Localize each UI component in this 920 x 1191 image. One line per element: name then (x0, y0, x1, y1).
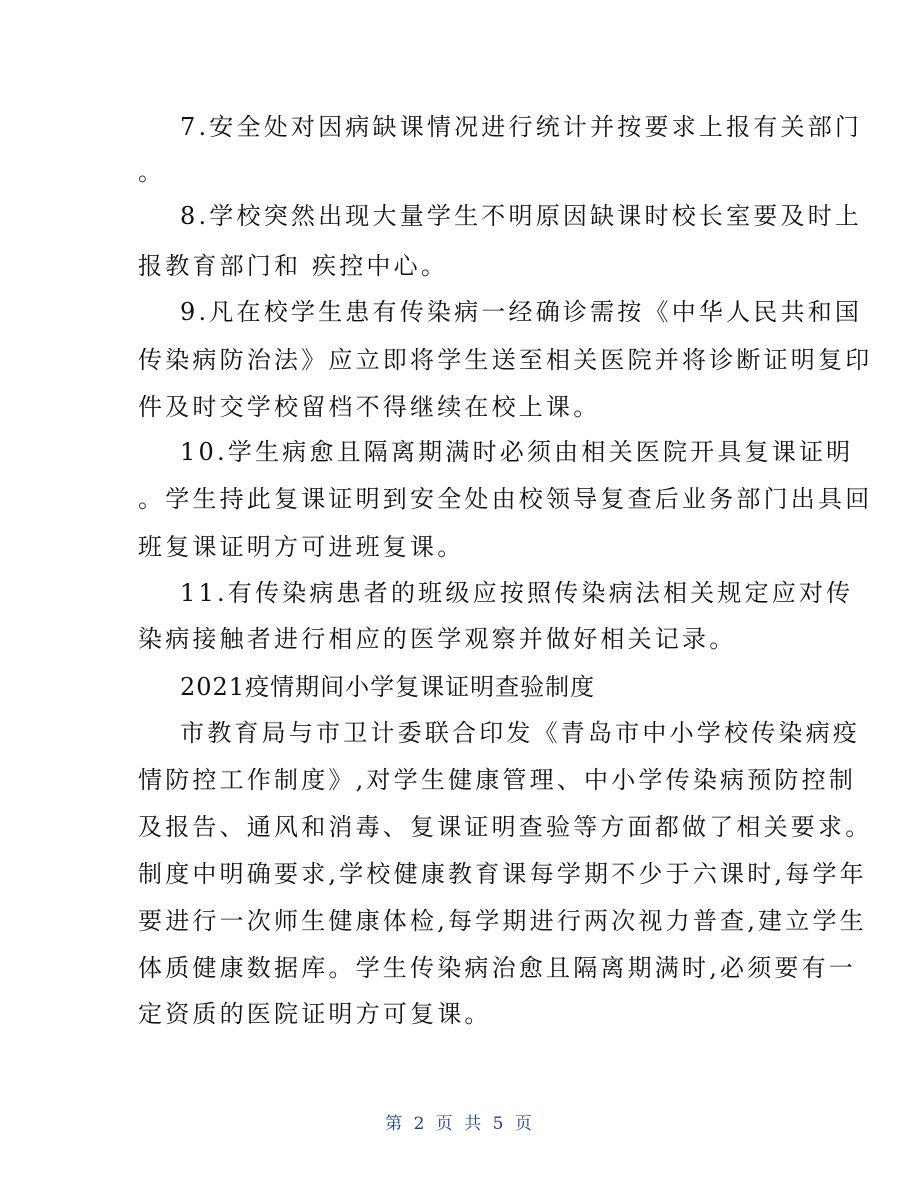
text-line: 8.学校突然出现大量学生不明原因缺课时校长室要及时上 (180, 202, 863, 230)
text-line: 染病接触者进行相应的医学观察并做好相关记录。 (138, 625, 737, 653)
text-line: 。 (138, 158, 166, 186)
text-line: 报教育部门和 疾控中心。 (138, 252, 449, 280)
text-line: 要进行一次师生健康体检,每学期进行两次视力普查,建立学生 (138, 907, 867, 935)
text-line: 制度中明确要求,学校健康教育课每学期不少于六课时,每学年 (138, 860, 867, 888)
text-line: 11.有传染病患者的班级应按照传染病法相关规定应对传 (180, 579, 854, 607)
text-line: 体质健康数据库。学生传染病治愈且隔离期满时,必须要有一 (138, 954, 857, 982)
text-line: 。学生持此复课证明到安全处由校领导复查后业务部门出具回 (138, 485, 873, 513)
text-line: 9.凡在校学生患有传染病一经确诊需按《中华人民共和国 (180, 298, 863, 326)
text-line: 市教育局与市卫计委联合印发《青岛市中小学校传染病疫 (180, 719, 860, 747)
text-line: 及报告、通风和消毒、复课证明查验等方面都做了相关要求。 (138, 813, 873, 841)
section-heading: 2021疫情期间小学复课证明查验制度 (180, 673, 596, 701)
text-line: 定资质的医院证明方可复课。 (138, 1000, 492, 1028)
text-line: 情防控工作制度》,对学生健康管理、中小学传染病预防控制 (138, 766, 857, 794)
text-line: 件及时交学校留档不得继续在校上课。 (138, 393, 601, 421)
text-line: 7.安全处对因病缺课情况进行统计并按要求上报有关部门 (180, 113, 863, 141)
text-line: 10.学生病愈且隔离期满时必须由相关医院开具复课证明 (180, 438, 854, 466)
text-line: 传染病防治法》应立即将学生送至相关医院并将诊断证明复印 (138, 346, 873, 374)
text-line: 班复课证明方可进班复课。 (138, 533, 465, 561)
page-number-footer: 第 2 页 共 5 页 (385, 1114, 535, 1134)
